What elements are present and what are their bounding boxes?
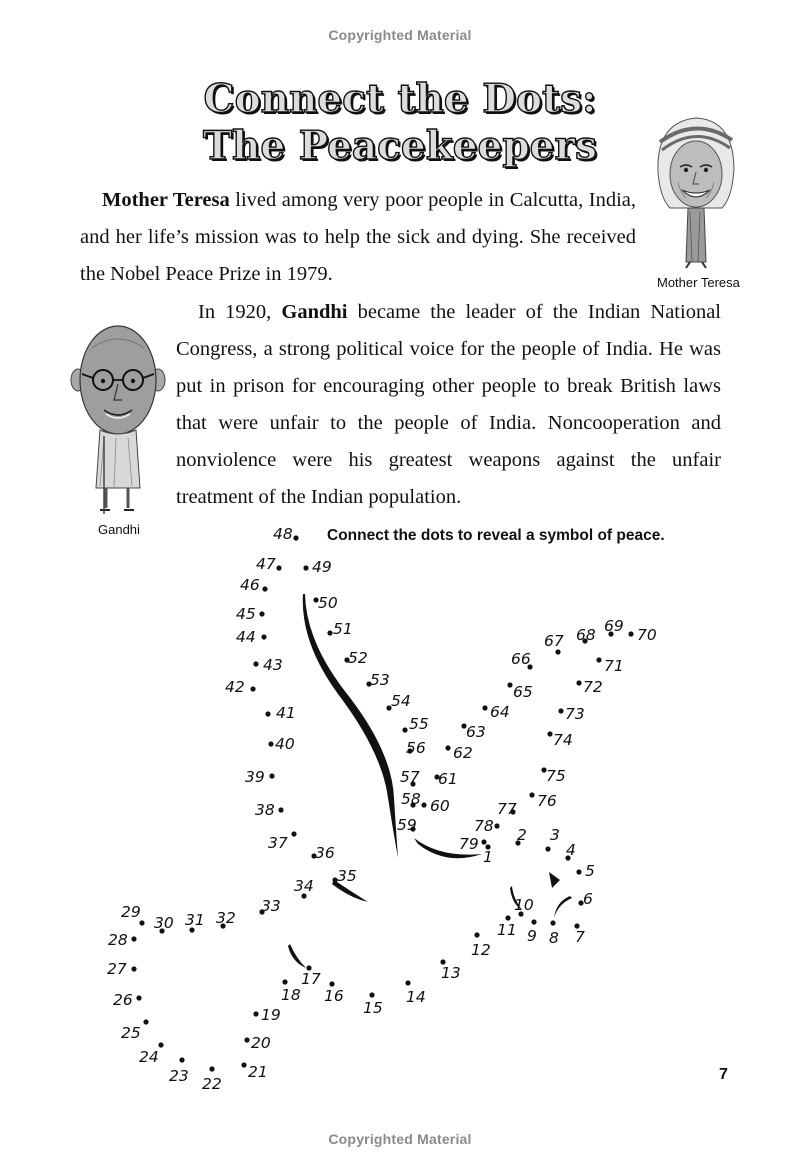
dot-label-42: 42 — [225, 678, 245, 696]
dot-28 — [131, 936, 136, 941]
dot-label-10: 10 — [514, 896, 534, 914]
dot-11 — [505, 915, 510, 920]
dot-label-15: 15 — [363, 999, 383, 1017]
dot-72 — [576, 680, 581, 685]
dot-43 — [253, 661, 258, 666]
dot-label-70: 70 — [637, 626, 657, 644]
dot-12 — [474, 932, 479, 937]
dot-64 — [482, 705, 487, 710]
dot-label-78: 78 — [474, 817, 494, 835]
dot-label-8: 8 — [549, 929, 559, 947]
dot-label-52: 52 — [348, 649, 368, 667]
dot-label-63: 63 — [466, 723, 486, 741]
dot-65 — [507, 682, 512, 687]
dot-55 — [402, 727, 407, 732]
dot-73 — [558, 708, 563, 713]
dot-42 — [250, 686, 255, 691]
dot-21 — [241, 1062, 246, 1067]
dot-5 — [576, 869, 581, 874]
dot-label-28: 28 — [108, 931, 128, 949]
mother-teresa-text: lived among very poor people in Calcutta, India, and her life’s mission was to help the sick and dying. She received the Nobel Peace Prize in 1979. — [80, 189, 636, 285]
copyright-watermark-bottom: Copyrighted Material — [328, 1131, 472, 1147]
dot-label-11: 11 — [497, 921, 517, 939]
dot-label-73: 73 — [565, 705, 585, 723]
dot-37 — [291, 831, 296, 836]
dot-74 — [547, 731, 552, 736]
dot-label-35: 35 — [337, 867, 357, 885]
dot-16 — [329, 981, 334, 986]
dot-label-5: 5 — [585, 862, 595, 880]
dot-20 — [244, 1037, 249, 1042]
dot-markers — [131, 535, 633, 1071]
dot-label-56: 56 — [406, 739, 426, 757]
dot-71 — [596, 657, 601, 662]
dot-label-61: 61 — [438, 770, 458, 788]
dot-label-58: 58 — [401, 790, 421, 808]
dot-label-31: 31 — [185, 911, 205, 929]
dot-label-32: 32 — [216, 909, 236, 927]
dot-label-44: 44 — [236, 628, 256, 646]
dot-label-48: 48 — [273, 525, 293, 543]
dot-18 — [282, 979, 287, 984]
dot-label-13: 13 — [441, 964, 461, 982]
dot-label-6: 6 — [583, 890, 593, 908]
dot-label-69: 69 — [604, 617, 624, 635]
dot-label-45: 45 — [236, 605, 256, 623]
dot-label-17: 17 — [301, 970, 321, 988]
dot-44 — [261, 634, 266, 639]
dot-40 — [268, 741, 273, 746]
dot-label-36: 36 — [315, 844, 335, 862]
copyright-watermark-top: Copyrighted Material — [328, 27, 472, 43]
gandhi-name: Gandhi — [281, 301, 348, 323]
dot-labels — [107, 525, 657, 1093]
gandhi-text: became the leader of the Indian National Congress, a strong political voice for the people of India. He was put in prison for encouraging other people to break British laws that were unfair to the people of India. Noncooperation and nonviolence were his greatest weapons against the unfair treatment of the Indian population. — [176, 301, 721, 508]
dot-29 — [139, 920, 144, 925]
dot-label-4: 4 — [566, 841, 576, 859]
dot-label-30: 30 — [154, 914, 174, 932]
dot-label-3: 3 — [550, 826, 560, 844]
dot-label-33: 33 — [261, 897, 281, 915]
dot-67 — [555, 649, 560, 654]
dot-label-57: 57 — [400, 768, 420, 786]
dot-label-22: 22 — [202, 1075, 222, 1093]
dot-label-25: 25 — [121, 1024, 141, 1042]
page-title-line1: Connect the Dots: — [203, 76, 597, 122]
dot-label-47: 47 — [256, 555, 276, 573]
dot-label-60: 60 — [430, 797, 450, 815]
dot-label-79: 79 — [459, 835, 479, 853]
dot-label-40: 40 — [275, 735, 295, 753]
dot-9 — [531, 919, 536, 924]
connect-dots-instruction: Connect the dots to reveal a symbol of peace. — [327, 527, 665, 544]
dot-8 — [550, 920, 555, 925]
dot-label-2: 2 — [517, 826, 527, 844]
mother-teresa-name: Mother Teresa — [102, 189, 230, 211]
dot-label-64: 64 — [490, 703, 510, 721]
dot-62 — [445, 745, 450, 750]
dot-label-9: 9 — [527, 927, 537, 945]
dot-76 — [529, 792, 534, 797]
page-number: 7 — [719, 1066, 728, 1083]
dot-label-1: 1 — [483, 848, 493, 866]
dot-45 — [259, 611, 264, 616]
dot-label-16: 16 — [324, 987, 344, 1005]
dot-label-67: 67 — [544, 632, 564, 650]
dot-label-14: 14 — [406, 988, 426, 1006]
dot-27 — [131, 966, 136, 971]
dot-label-68: 68 — [576, 626, 596, 644]
dot-label-39: 39 — [245, 768, 265, 786]
dot-14 — [405, 980, 410, 985]
dot-label-29: 29 — [121, 903, 141, 921]
dot-48 — [293, 535, 298, 540]
dot-label-37: 37 — [268, 834, 288, 852]
dot-51 — [327, 630, 332, 635]
dot-49 — [303, 565, 308, 570]
dot-label-49: 49 — [312, 558, 332, 576]
dot-46 — [262, 586, 267, 591]
dot-79 — [481, 839, 486, 844]
dot-label-74: 74 — [553, 731, 573, 749]
page-title-line2: The Peacekeepers — [203, 123, 597, 169]
dot-label-66: 66 — [511, 650, 531, 668]
dot-label-27: 27 — [107, 960, 127, 978]
mother-teresa-caption: Mother Teresa — [657, 275, 740, 290]
dot-label-7: 7 — [575, 928, 585, 946]
dot-label-21: 21 — [248, 1063, 268, 1081]
dot-label-19: 19 — [261, 1006, 281, 1024]
dot-label-53: 53 — [370, 671, 390, 689]
dot-label-59: 59 — [397, 816, 417, 834]
dot-label-77: 77 — [497, 800, 517, 818]
dot-47 — [276, 565, 281, 570]
dot-label-20: 20 — [251, 1034, 271, 1052]
dot-label-65: 65 — [513, 683, 533, 701]
dot-15 — [369, 992, 374, 997]
dot-label-46: 46 — [240, 576, 260, 594]
dot-label-43: 43 — [263, 656, 283, 674]
dot-41 — [265, 711, 270, 716]
dot-label-54: 54 — [391, 692, 411, 710]
dot-label-24: 24 — [139, 1048, 159, 1066]
dot-label-34: 34 — [294, 877, 314, 895]
dot-38 — [278, 807, 283, 812]
dot-label-50: 50 — [318, 594, 338, 612]
dot-19 — [253, 1011, 258, 1016]
dot-label-23: 23 — [169, 1067, 189, 1085]
dot-60 — [421, 802, 426, 807]
dot-label-18: 18 — [281, 986, 301, 1004]
dot-label-76: 76 — [537, 792, 557, 810]
dot-label-72: 72 — [583, 678, 603, 696]
gandhi-caption: Gandhi — [98, 522, 140, 537]
dot-label-12: 12 — [471, 941, 491, 959]
dot-3 — [545, 846, 550, 851]
dot-label-41: 41 — [276, 704, 296, 722]
dot-label-75: 75 — [546, 767, 566, 785]
dot-label-51: 51 — [333, 620, 353, 638]
dot-26 — [136, 995, 141, 1000]
dot-label-26: 26 — [113, 991, 133, 1009]
dot-label-71: 71 — [604, 657, 624, 675]
dot-label-62: 62 — [453, 744, 473, 762]
dot-25 — [143, 1019, 148, 1024]
dot-39 — [269, 773, 274, 778]
dot-24 — [158, 1042, 163, 1047]
dot-23 — [179, 1057, 184, 1062]
dot-label-55: 55 — [409, 715, 429, 733]
gandhi-text-intro: In 1920, — [198, 301, 282, 323]
dot-22 — [209, 1066, 214, 1071]
dot-label-38: 38 — [255, 801, 275, 819]
dot-70 — [628, 631, 633, 636]
dot-78 — [494, 823, 499, 828]
